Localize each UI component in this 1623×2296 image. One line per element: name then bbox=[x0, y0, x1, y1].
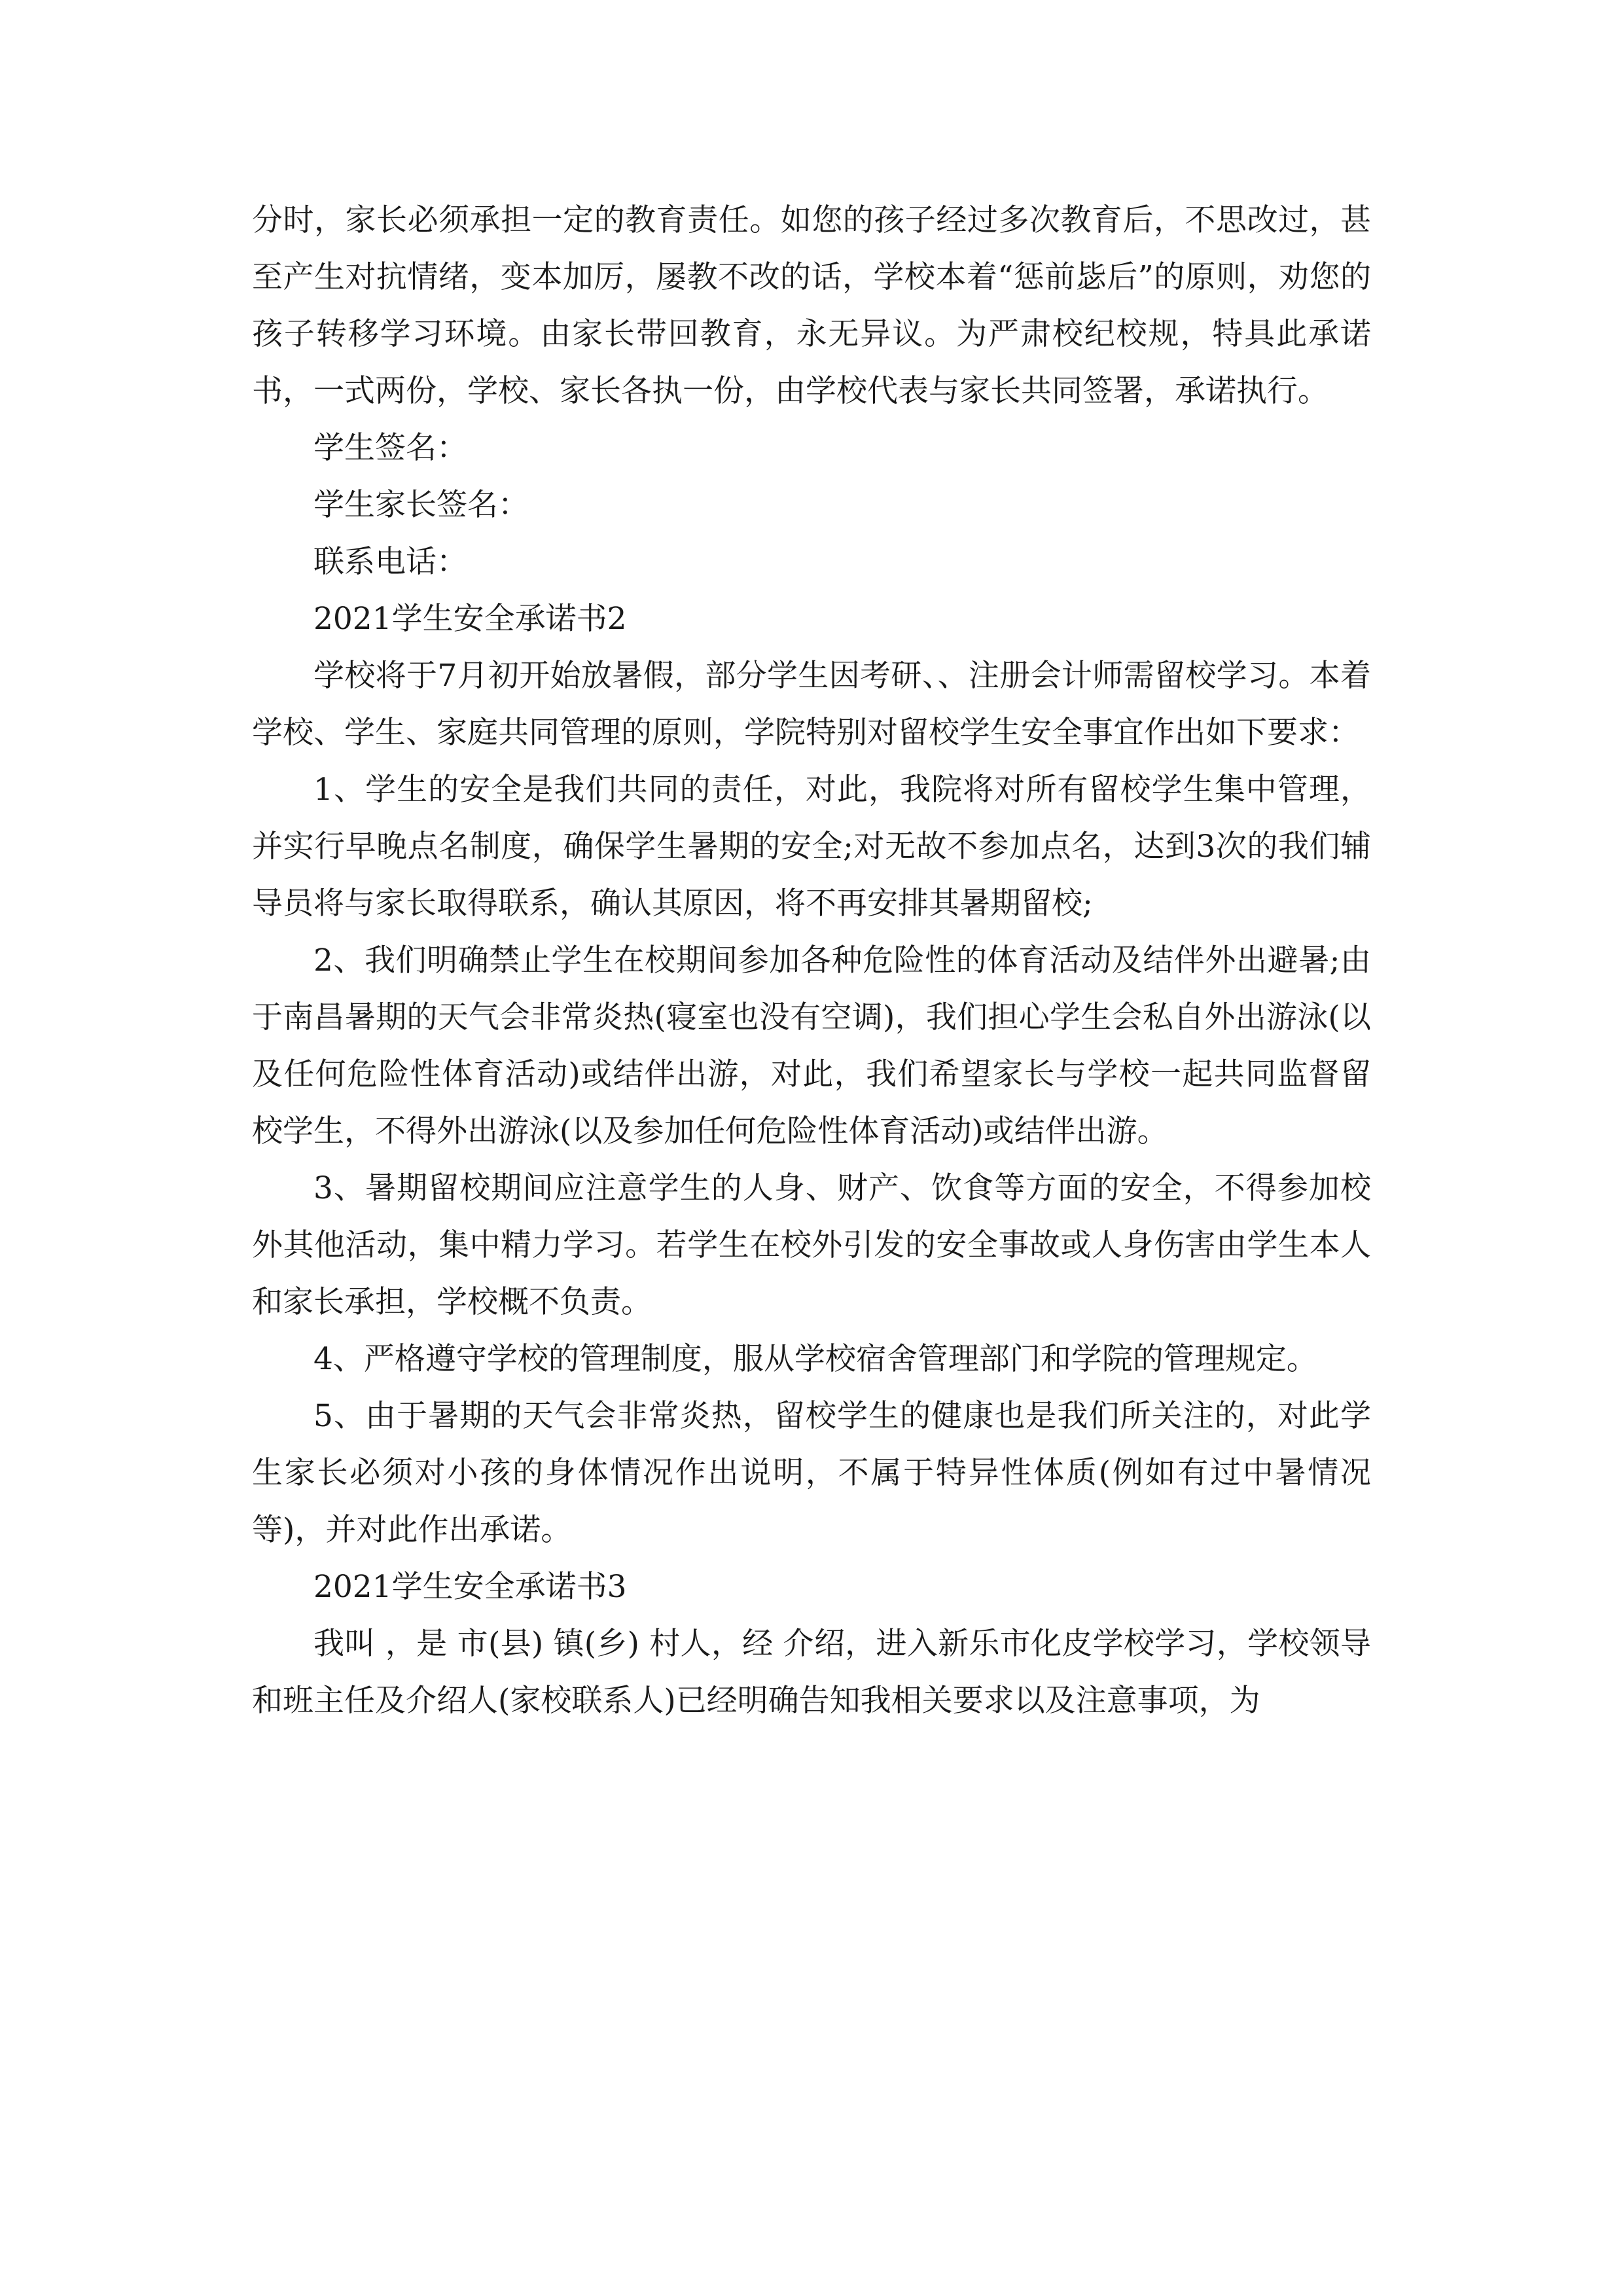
paragraph-item-1: 1、学生的安全是我们共同的责任，对此，我院将对所有留校学生集中管理，并实行早晚点名制度，确保学生暑期的安全;对无故不参加点名，达到3次的我们辅导员将与家长取得联系，确认其原因，将不再安排其暑期留校; bbox=[252, 772, 1371, 922]
paragraph-item-4: 4、严格遵守学校的管理制度，服从学校宿舍管理部门和学院的管理规定。 bbox=[313, 1341, 1317, 1377]
paragraph-item-3: 3、暑期留校期间应注意学生的人身、财产、饮食等方面的安全，不得参加校外其他活动，集中精力学习。若学生在校外引发的安全事故或人身伤害由学生本人和家长承担，学校概不负责。 bbox=[252, 1170, 1371, 1320]
parent-signature-line: 学生家长签名： bbox=[313, 487, 529, 523]
paragraph-intro-2: 学校将于7月初开始放暑假，部分学生因考研、、注册会计师需留校学习。本着学校、学生、家庭共同管理的原则，学院特别对留校学生安全事宜作出如下要求： bbox=[252, 658, 1371, 751]
paragraph-continuation: 分时，家长必须承担一定的教育责任。如您的孩子经过多次教育后，不思改过，甚至产生对抗情绪，变本加厉，屡教不改的话，学校本着“惩前毖后”的原则，劝您的孩子转移学习环境。由家长带回教育，永无异议。为严肃校纪校规，特具此承诺书，一式两份，学校、家长各执一份，由学校代表与家长共同签署，承诺执行。 bbox=[252, 202, 1371, 409]
student-signature-line: 学生签名： bbox=[313, 430, 467, 466]
paragraph-item-2: 2、我们明确禁止学生在校期间参加各种危险性的体育活动及结伴外出避暑;由于南昌暑期的天气会非常炎热(寝室也没有空调)，我们担心学生会私自外出游泳(以及任何危险性体育活动)或结伴出游，对此，我们希望家长与学校一起共同监督留校学生，不得外出游泳(以及参加任何危险性体育活动)或结伴出游。 bbox=[252, 942, 1371, 1149]
document-body bbox=[252, 192, 1371, 1729]
paragraph-item-5: 5、由于暑期的天气会非常炎热，留校学生的健康也是我们所关注的，对此学生家长必须对小孩的身体情况作出说明，不属于特异性体质(例如有过中暑情况等)，并对此作出承诺。 bbox=[252, 1398, 1371, 1548]
section-heading-3: 2021学生安全承诺书3 bbox=[313, 1569, 627, 1605]
paragraph-intro-3: 我叫 ，是 市(县) 镇(乡) 村人，经 介绍，进入新乐市化皮学校学习，学校领导和班主任及介绍人(家校联系人)已经明确告知我相关要求以及注意事项，为 bbox=[252, 1626, 1371, 1719]
contact-phone-line: 联系电话： bbox=[313, 544, 467, 580]
section-heading-2: 2021学生安全承诺书2 bbox=[313, 601, 627, 637]
